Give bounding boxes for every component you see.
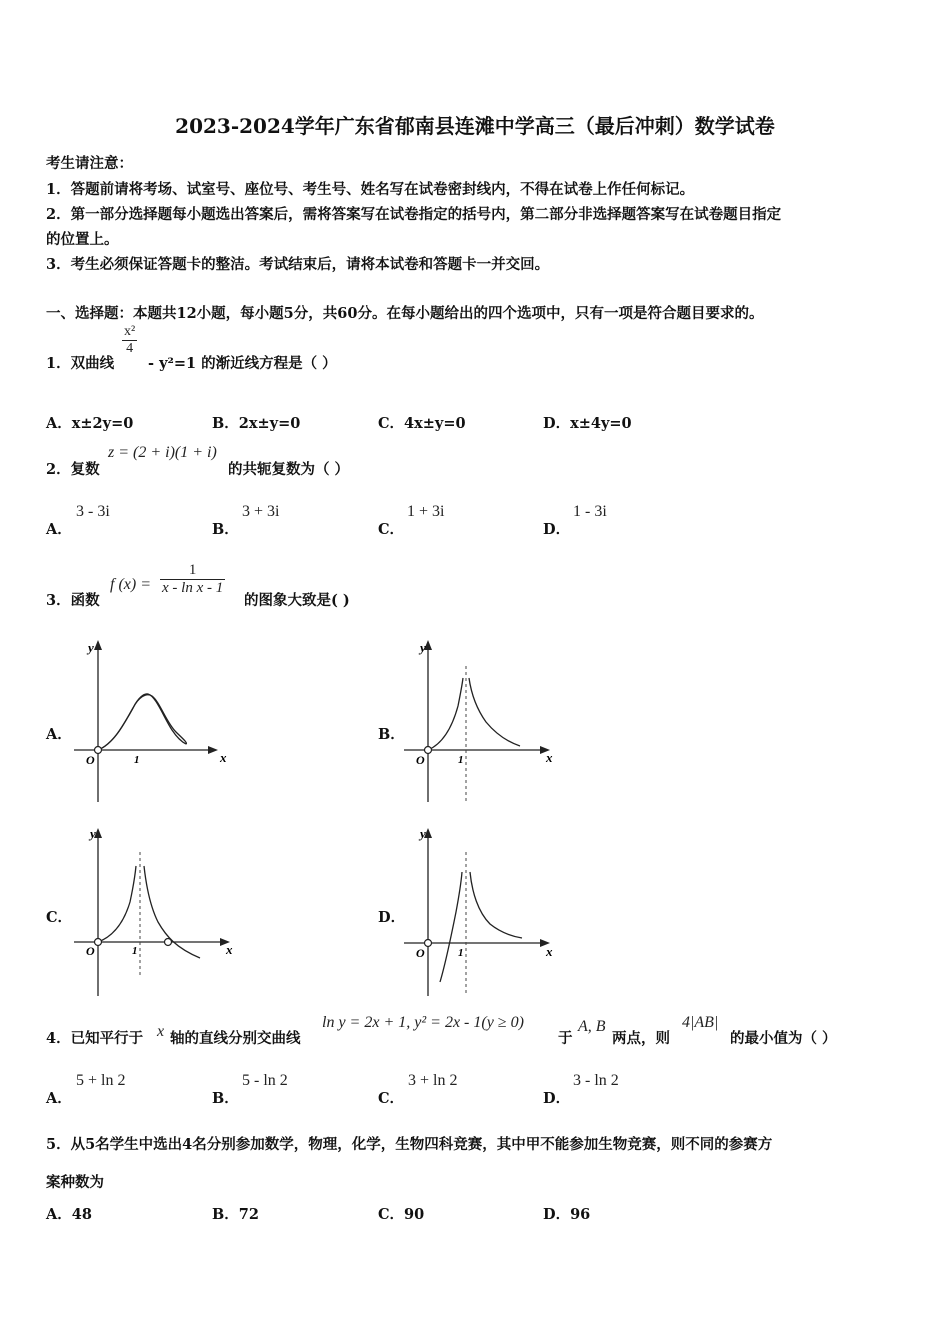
notice-item: 2．第一部分选择题每小题选出答案后，需将答案写在试卷指定的括号内，第二部分非选择题答案写在试卷题目指定 — [46, 206, 782, 223]
curve — [98, 695, 186, 750]
hollow-point — [425, 747, 432, 754]
q4-option-d-label[interactable]: D． — [543, 1090, 571, 1107]
q2-option-b-label[interactable]: B． — [212, 521, 239, 538]
notice-item: 1．答题前请将考场、试室号、座位号、考生号、姓名写在试卷密封线内，不得在试卷上作任何标记。 — [46, 181, 695, 198]
y-label: y — [420, 826, 426, 841]
q2-option-d-label[interactable]: D． — [543, 521, 571, 538]
q4-option-d-text: 3 - ln 2 — [573, 1072, 619, 1089]
option-text: 4x±y=0 — [404, 415, 466, 432]
q2-option-a-label[interactable]: A． — [46, 521, 72, 538]
q2-option-a-text: 3 - 3i — [76, 503, 110, 520]
q4-option-a-label[interactable]: A． — [46, 1090, 72, 1107]
option-label: C． — [378, 1206, 405, 1223]
q1-prefix: 1．双曲线 — [46, 355, 115, 372]
q2-option-c-text: 1 + 3i — [407, 503, 445, 520]
curve-right — [470, 872, 522, 938]
notice-item: 的位置上。 — [46, 231, 119, 248]
q4-option-c-text: 3 + ln 2 — [408, 1072, 458, 1089]
q3-fraction — [160, 562, 225, 597]
option-label: B． — [212, 1206, 239, 1223]
q4-points: A, B — [578, 1018, 606, 1035]
tick-label: 1 — [458, 754, 464, 766]
q3-option-c-label[interactable]: C． — [46, 909, 73, 926]
tick-label: 1 — [132, 945, 138, 957]
q3-frac-den: x - ln x - 1 — [162, 580, 224, 596]
q4-mid2: 两点，则 — [612, 1030, 670, 1047]
y-label: y — [420, 640, 426, 655]
q5-option-c[interactable] — [378, 1203, 424, 1224]
hollow-point — [95, 747, 102, 754]
curve — [98, 694, 186, 750]
graph-b — [400, 636, 560, 802]
y-arrow-icon — [94, 640, 102, 650]
q3-option-b-label[interactable]: B． — [378, 726, 405, 743]
option-text: x±2y=0 — [71, 415, 134, 432]
hollow-point — [95, 939, 102, 946]
q4-expr: 4|AB| — [682, 1014, 719, 1031]
page-title: 2023-2024学年广东省郁南县连滩中学高三（最后冲刺）数学试卷 — [175, 114, 775, 138]
option-label: A． — [46, 1206, 72, 1223]
option-label: B． — [212, 415, 239, 432]
q5-option-a[interactable] — [46, 1203, 92, 1224]
q5-line1: 5．从5名学生中选出4名分别参加数学，物理，化学，生物四科竞赛，其中甲不能参加生物竞赛，则不同的参赛方 — [46, 1136, 773, 1153]
origin-label: O — [416, 946, 425, 960]
option-label: C． — [378, 415, 405, 432]
y-label: y — [90, 826, 96, 841]
x-label: x — [546, 750, 553, 765]
option-label: A． — [46, 415, 72, 432]
q4-option-b-label[interactable]: B． — [212, 1090, 239, 1107]
q5-option-d[interactable] — [543, 1203, 590, 1224]
q3-prefix: 3．函数 — [46, 592, 100, 609]
option-text: 48 — [71, 1206, 92, 1223]
graph-a — [68, 636, 228, 802]
q3-option-a-label[interactable]: A． — [46, 726, 72, 743]
section-heading: 一、选择题：本题共12小题，每小题5分，共60分。在每小题给出的四个选项中，只有一项是符合题目要求的。 — [46, 305, 764, 322]
q4-yu: 于 — [558, 1030, 573, 1047]
option-text: 2x±y=0 — [238, 415, 301, 432]
graph-d — [400, 822, 560, 996]
q1-frac-num: x² — [124, 324, 136, 339]
q4-formula: ln y = 2x + 1, y² = 2x - 1(y ≥ 0) — [322, 1014, 524, 1031]
graph-c — [68, 822, 238, 996]
q3-option-d-label[interactable]: D． — [378, 909, 406, 926]
option-text: 90 — [404, 1206, 425, 1223]
tick-label: 1 — [134, 754, 140, 766]
q1-rest: - y²=1 的渐近线方程是（ ） — [148, 355, 337, 372]
y-label: y — [88, 640, 94, 655]
q2-option-c-label[interactable]: C． — [378, 521, 405, 538]
q3-lhs: f (x) = — [110, 576, 151, 593]
q4-suffix: 的最小值为（ ） — [730, 1030, 837, 1047]
q4-var-x: x — [157, 1023, 165, 1040]
q2-formula: z = (2 + i)(1 + i) — [108, 444, 217, 461]
q4-mid: 轴的直线分别交曲线 — [170, 1030, 301, 1047]
curve-left — [440, 872, 462, 982]
notice-heading: 考生请注意： — [46, 155, 133, 172]
q2-option-d-text: 1 - 3i — [573, 503, 607, 520]
x-label: x — [546, 944, 553, 959]
q4-option-c-label[interactable]: C． — [378, 1090, 405, 1107]
origin-label: O — [86, 753, 95, 767]
q2-prefix: 2．复数 — [46, 461, 100, 478]
notice-item: 3．考生必须保证答题卡的整洁。考试结束后，请将本试卷和答题卡一并交回。 — [46, 256, 550, 273]
x-arrow-icon — [208, 746, 218, 754]
curve-left — [428, 678, 463, 750]
q1-frac-den: 4 — [126, 341, 134, 356]
q5-line2: 案种数为 — [46, 1174, 104, 1191]
option-text: x±4y=0 — [570, 415, 632, 432]
q4-option-b-text: 5 - ln 2 — [242, 1072, 288, 1089]
option-label: D． — [543, 415, 571, 432]
origin-label: O — [86, 944, 95, 958]
q1-option-c[interactable] — [378, 412, 466, 433]
hollow-point — [165, 939, 172, 946]
q4-option-a-text: 5 + ln 2 — [76, 1072, 126, 1089]
origin-label: O — [416, 753, 425, 767]
hollow-point — [425, 940, 432, 947]
curve-left — [98, 866, 136, 942]
curve-right — [469, 678, 520, 746]
x-label: x — [220, 750, 227, 765]
tick-label: 1 — [458, 947, 464, 959]
q1-option-a[interactable] — [46, 412, 133, 433]
q1-fraction — [122, 324, 137, 357]
q4-prefix: 4．已知平行于 — [46, 1030, 144, 1047]
q1-option-d[interactable] — [543, 412, 632, 433]
x-label: x — [226, 942, 233, 957]
q2-suffix: 的共轭复数为（ ） — [228, 461, 350, 478]
q3-frac-num: 1 — [160, 562, 225, 580]
option-label: D． — [543, 1206, 571, 1223]
q3-suffix: 的图象大致是( ) — [244, 592, 350, 609]
option-text: 96 — [570, 1206, 591, 1223]
option-text: 72 — [238, 1206, 259, 1223]
q2-option-b-text: 3 + 3i — [242, 503, 280, 520]
q5-option-b[interactable] — [212, 1203, 259, 1224]
q1-option-b[interactable] — [212, 412, 300, 433]
curve-right — [144, 866, 200, 958]
